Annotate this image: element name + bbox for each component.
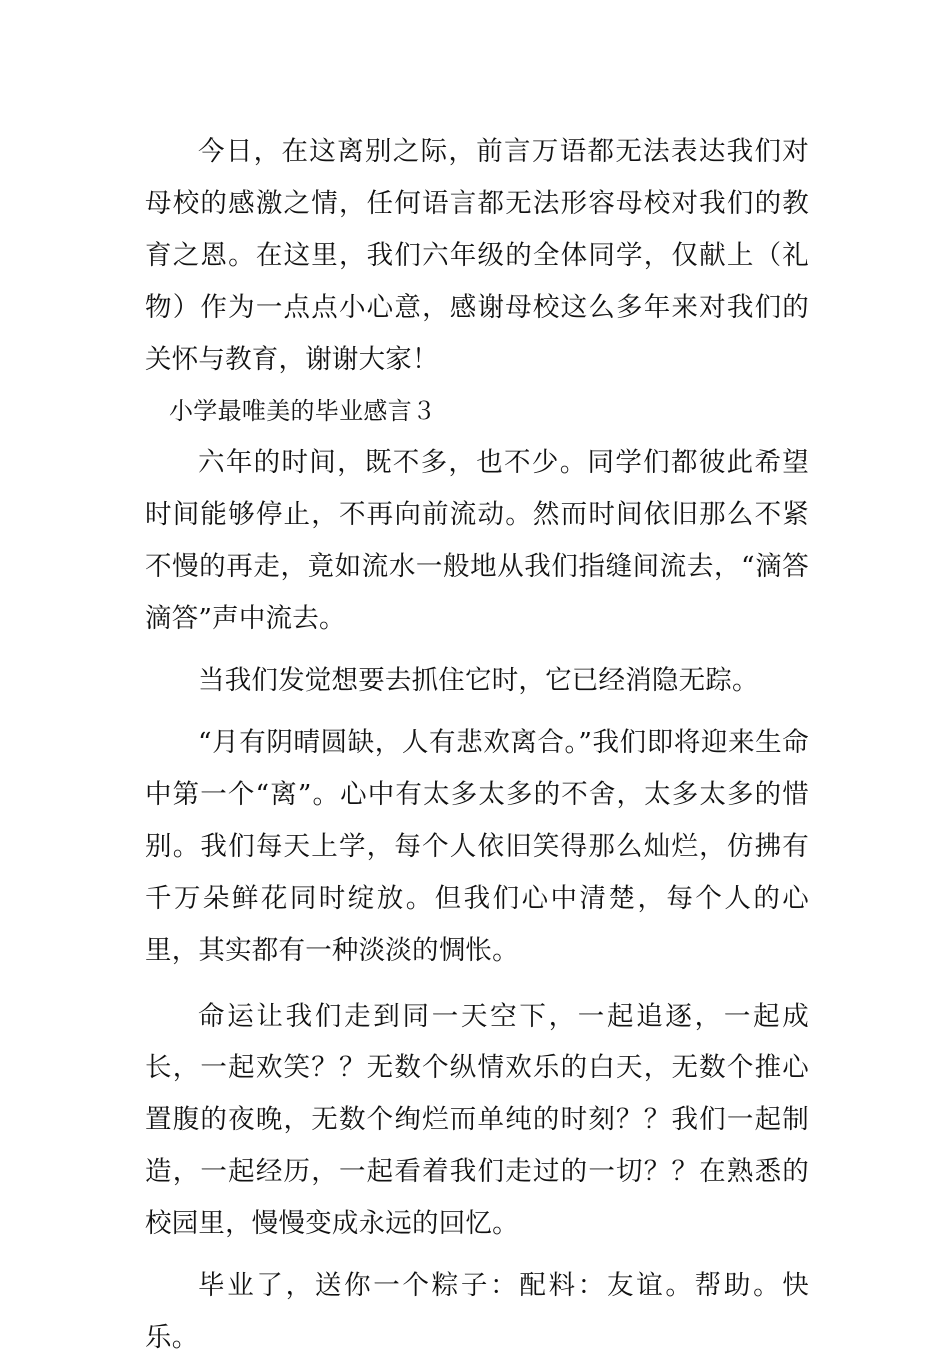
paragraph-vanished: 当我们发觉想要去抓住它时，它已经消隐无踪。 xyxy=(198,665,759,697)
paragraph-gap xyxy=(145,707,809,717)
paragraph-gap xyxy=(145,1250,809,1260)
paragraph-gap xyxy=(145,645,809,655)
document-body xyxy=(145,126,809,1364)
paragraph-fate: 命运让我们走到同一天空下，一起追逐，一起成长，一起欢笑？？无数个纵情欢乐的白天，无数个推心置腹的夜晚，无数个绚烂而单纯的时刻？？我们一起制造，一起经历，一起看着我们走过的一切？？在熟悉的校园里，慢慢变成永远的回忆。 xyxy=(145,1000,809,1240)
paragraph-moon-quote: “月有阴晴圆缺，人有悲欢离合。”我们即将迎来生命中第一个“离”。心中有太多太多的不舍，太多太多的惜别。我们每天上学，每个人依旧笑得那么灿烂，仿拂有千万朵鲜花同时绽放。但我们心中清楚，每个人的心里，其实都有一种淡淡的惆怅。 xyxy=(145,726,809,966)
section-heading: 小学最唯美的毕业感言３ xyxy=(169,396,437,425)
paragraph-graduation-zongzi: 毕业了，送你一个粽子：配料：友谊。帮助。快乐。 xyxy=(145,1270,809,1353)
paragraph-farewell-thanks: 今日，在这离别之际，前言万语都无法表达我们对母校的感激之情，任何语言都无法形容母校对我们的教育之恩。在这里，我们六年级的全体同学，仅献上（礼物）作为一点点小心意，感谢母校这么多年来对我们的关怀与教育，谢谢大家！ xyxy=(145,136,809,375)
paragraph-gap xyxy=(145,977,809,991)
paragraph-six-years: 六年的时间，既不多，也不少。同学们都彼此希望时间能够停止，不再向前流动。然而时间依旧那么不紧不慢的再走，竟如流水一般地从我们指缝间流去，“滴答滴答”声中流去。 xyxy=(145,447,809,635)
